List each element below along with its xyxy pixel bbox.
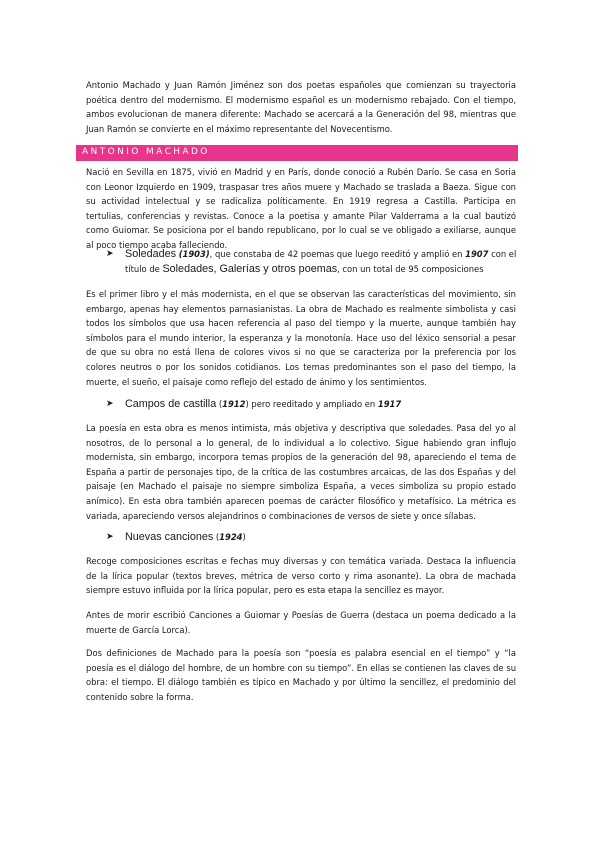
arrowhead-bullet-icon: ➤ xyxy=(106,249,114,259)
bullet-text: con el título de xyxy=(125,249,517,274)
book-title-nuevas: Nuevas canciones xyxy=(125,531,214,543)
bullet-text: , con un total de 95 composiciones xyxy=(337,264,484,274)
nuevas-paragraph: Recoge composiciones escritas e fechas muy diversas y con temática variada. Destaca la influencia de la lírica popular (textos breves, métrica de verso corto y rima asonante). La obra de machada siempre estuvo influida por la lírica popular, pero es esta etapa la sencillez es mayor. xyxy=(86,556,516,596)
bullet-nuevas-text: Nuevas canciones (1924) xyxy=(125,531,246,543)
book-year: 1912 xyxy=(222,399,246,409)
bullet-text: , que constaba de 42 poemas que luego reeditó y amplió en xyxy=(209,249,466,259)
book-year: 1907 xyxy=(465,249,489,259)
bullet-campos xyxy=(106,397,518,412)
book-year: 1917 xyxy=(377,399,402,409)
section-header-bar xyxy=(76,145,518,161)
book-year: 1924 xyxy=(219,532,243,542)
bullet-soledades-text xyxy=(125,247,518,277)
book-title-soledades-galerias: Soledades, Galerías y otros poemas xyxy=(162,263,338,275)
bullet-campos-text: Campos de castilla (1912) pero reeditado y ampliado en 1917 xyxy=(125,398,402,410)
bullet-soledades xyxy=(106,247,518,277)
antes-paragraph: Antes de morir escribió Canciones a Guiomar y Poesías de Guerra (destaca un poema dedicado a la muerte de García Lorca). xyxy=(86,610,516,635)
soledades-paragraph: Es el primer libro y el más modernista, en el que se observan las características del movimiento, sin embargo, apenas hay elementos parnasianistas. La obra de Machado es realmente simbolista y casi todos los símbolos que usa hacen referencia al paso del tiempo y la muerte, aunque también hay símbolos para el mundo interior, la esperanza y la monotonía. Hace uso del léxico sensorial a pesar de que su obra no está llena de colores vivos si no que se caracteriza por la preferencia por los colores neutros o por los sonidos cotidianos. Los temas predominantes son el paso del tiempo, la muerte, el sueño, el paisaje como reflejo del estado de ánimo y los sentimientos. xyxy=(86,289,516,387)
arrowhead-bullet-icon: ➤ xyxy=(106,399,114,409)
section-title: ANTONIO MACHADO xyxy=(82,147,210,157)
book-title-soledades: Soledades xyxy=(125,248,177,260)
book-title-campos: Campos de castilla xyxy=(125,398,217,410)
intro-paragraph: Antonio Machado y Juan Ramón Jiménez son dos poetas españoles que comienzan su trayectoria poética dentro del modernismo. El modernismo español es un modernismo rebajado. Con el tiempo, ambos evolucionan de manera diferente: Machado se acercará a la Generación del 98, mientras que Juan Ramón se convierte en el máximo representante del Novecentismo. xyxy=(86,80,516,134)
arrowhead-bullet-icon: ➤ xyxy=(106,532,114,542)
definitions-paragraph: Dos definiciones de Machado para la poesía son “poesía es palabra esencial en el tiempo” y “la poesía es el diálogo del hombre, de un hombre con su tiempo”. En ellas se contienen las claves de su obra: el tiempo. El diálogo también es típico en Machado y por último la sencillez, el predominio del contenido sobre la forma. xyxy=(86,648,516,702)
campos-paragraph: La poesía en esta obra es menos intimista, más objetiva y descriptiva que soledades. Pasa del yo al nosotros, de lo personal a lo general, de lo individual a lo colectivo. Sigue habiendo gran influjo modernista, sin embargo, incorpora temas propios de la generación del 98, apareciendo el tema de España a partir de personajes tipo, de la crítica de las costumbres arcaicas, de las dos Españas y del paisaje (en Machado el paisaje no siempre simboliza España, a veces simboliza su propio estado anímico). En esta obra también aparecen poemas de carácter filosófico y metafísico. La métrica es variada, apareciendo versos alejandrinos o combinaciones de versos de siete y once sílabas. xyxy=(86,423,516,521)
bullet-text: pero reeditado y ampliado en xyxy=(248,399,378,409)
book-year: (1903) xyxy=(178,249,210,259)
bio-paragraph: Nació en Sevilla en 1875, vivió en Madrid y en París, donde conoció a Rubén Darío. Se casa en Soria con Leonor Izquierdo en 1909, traspasar tres años muere y Machado se traslada a Baeza. Sigue con su actividad intelectual y se radicaliza políticamente. En 1919 regresa a Castilla. Participa en tertulias, conferencias y revistas. Conoce a la poetisa y amante Pilar Valderrama a la cual bautizó como Guiomar. Se posiciona por el bando republicano, por lo cual se ve obligado a exiliarse, aunque al poco tiempo acaba falleciendo. xyxy=(86,167,516,250)
bullet-nuevas xyxy=(106,530,518,545)
